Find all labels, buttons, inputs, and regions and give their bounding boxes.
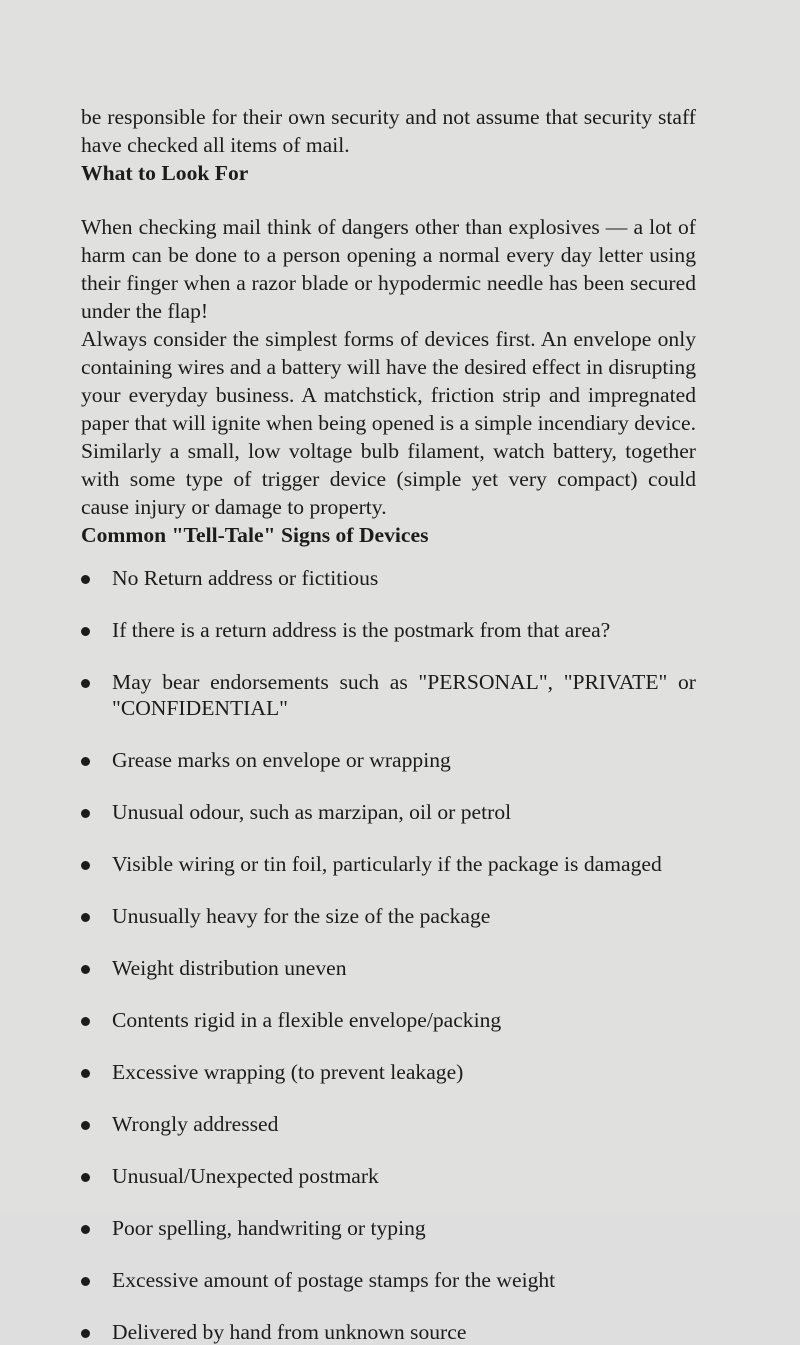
bullet-icon (81, 1121, 90, 1130)
list-item-text: Grease marks on envelope or wrapping (112, 748, 451, 772)
bullet-icon (81, 627, 90, 636)
bullet-icon (81, 679, 90, 688)
section-heading-what-to-look-for: What to Look For (81, 161, 249, 185)
section-heading-tell-tale-signs: Common "Tell-Tale" Signs of Devices (81, 523, 429, 547)
list-item-text: If there is a return address is the postmark from that area? (112, 618, 611, 642)
list-item-text: No Return address or fictitious (112, 566, 379, 590)
list-item-text-continued: "CONFIDENTIAL" (112, 696, 288, 720)
bullet-icon (81, 809, 90, 818)
bullet-icon (81, 1069, 90, 1078)
list-item (81, 1059, 696, 1085)
bullet-icon (81, 965, 90, 974)
list-item-text: Excessive amount of postage stamps for the weight (112, 1268, 556, 1292)
paragraph-simplest-devices: Always consider the simplest forms of devices first. An envelope only containing wires and a battery will have the desired effect in disrupting your everyday business. A matchstick, friction strip and impregnated paper that will ignite when being opened is a simple incendiary device. Similarly a small, low voltage bulb filament, watch battery, together with some type of trigger device (simple yet very compact) could cause injury or damage to property. (81, 327, 696, 519)
intro-paragraph: be responsible for their own security and not assume that security staff have checked all items of mail. (81, 105, 696, 157)
list-item (81, 1007, 696, 1033)
list-item-text: Excessive wrapping (to prevent leakage) (112, 1060, 464, 1084)
bullet-icon (81, 757, 90, 766)
list-item (81, 1215, 696, 1241)
list-item (81, 851, 696, 877)
list-item-text: Unusual/Unexpected postmark (112, 1164, 379, 1188)
list-item (81, 955, 696, 981)
list-item (81, 1163, 696, 1189)
bullet-icon (81, 1277, 90, 1286)
list-item (81, 565, 696, 591)
bullet-icon (81, 1225, 90, 1234)
list-item (81, 799, 696, 825)
list-item-text: Visible wiring or tin foil, particularly if the package is damaged (112, 852, 662, 876)
bullet-icon (81, 861, 90, 870)
list-item-text: Unusually heavy for the size of the package (112, 904, 491, 928)
list-item-text: Weight distribution uneven (112, 956, 347, 980)
list-item (81, 1319, 696, 1345)
list-item (81, 903, 696, 929)
bullet-icon (81, 1017, 90, 1026)
list-item (81, 747, 696, 773)
paragraph-checking-mail: When checking mail think of dangers other than explosives — a lot of harm can be done to a person opening a normal every day letter using their finger when a razor blade or hypodermic needle has been secured under the flap! (81, 215, 696, 323)
list-item-text: Poor spelling, handwriting or typing (112, 1216, 426, 1240)
list-item (81, 1111, 696, 1137)
bullet-icon (81, 575, 90, 584)
list-item (81, 617, 696, 643)
list-item-text: Unusual odour, such as marzipan, oil or petrol (112, 800, 512, 824)
list-item-text: May bear endorsements such as "PERSONAL", "PRIVATE" or (112, 670, 696, 694)
bullet-icon (81, 1173, 90, 1182)
tell-tale-signs-list (81, 565, 696, 1345)
bullet-icon (81, 1329, 90, 1338)
list-item-text: Contents rigid in a flexible envelope/packing (112, 1008, 502, 1032)
list-item-text: Delivered by hand from unknown source (112, 1320, 467, 1344)
list-item (81, 1267, 696, 1293)
list-item (81, 669, 696, 721)
list-item-text: Wrongly addressed (112, 1112, 279, 1136)
bullet-icon (81, 913, 90, 922)
